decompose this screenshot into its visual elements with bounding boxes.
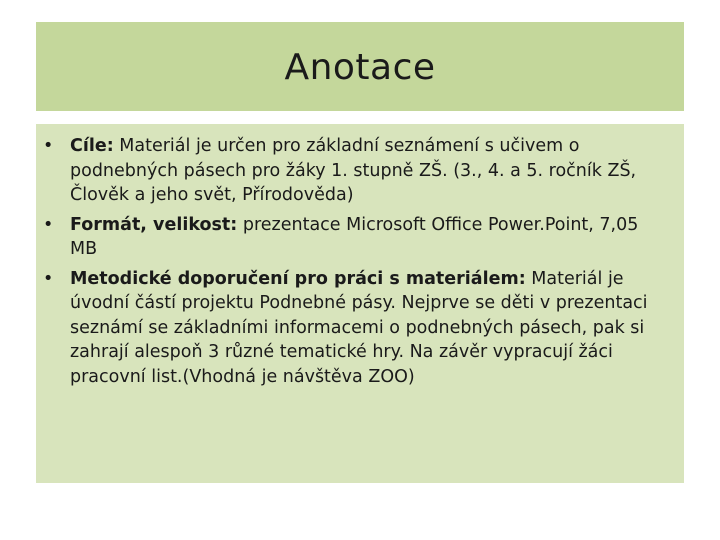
bullet-icon: • xyxy=(43,136,54,156)
bullet-text: prezentace Microsoft Office Power.Point, 7,05 MB xyxy=(70,214,639,259)
bullet-item-methodology xyxy=(36,267,684,390)
bullet-item-goals xyxy=(36,134,684,208)
bullet-term: Metodické doporučení pro práci s materiálem: xyxy=(70,268,526,289)
slide-title: Anotace xyxy=(284,47,436,88)
content-panel xyxy=(36,124,684,483)
bullet-icon: • xyxy=(43,268,54,289)
title-banner xyxy=(36,22,684,111)
bullet-term: Formát, velikost: xyxy=(70,214,238,235)
bullet-term: Cíle: xyxy=(70,136,114,156)
bullet-text: Materiál je úvodní částí projektu Podnebné pásy. Nejprve se děti v prezentaci seznámí se základními informacemi o podnebných pásech, pak si zahrají alespoň 3 různé tematické hry. Na závěr vypracují žáci pracovní list.(Vhodná je návštěva ZOO) xyxy=(70,268,648,387)
bullet-text: Materiál je určen pro základní seznámení s učivem o podnebných pásech pro žáky 1. stupně ZŠ. (3., 4. a 5. ročník ZŠ, Člověk a jeho svět, Přírodověda) xyxy=(70,136,637,205)
bullet-list xyxy=(36,134,684,394)
bullet-item-format xyxy=(36,213,684,262)
bullet-icon: • xyxy=(43,214,54,235)
